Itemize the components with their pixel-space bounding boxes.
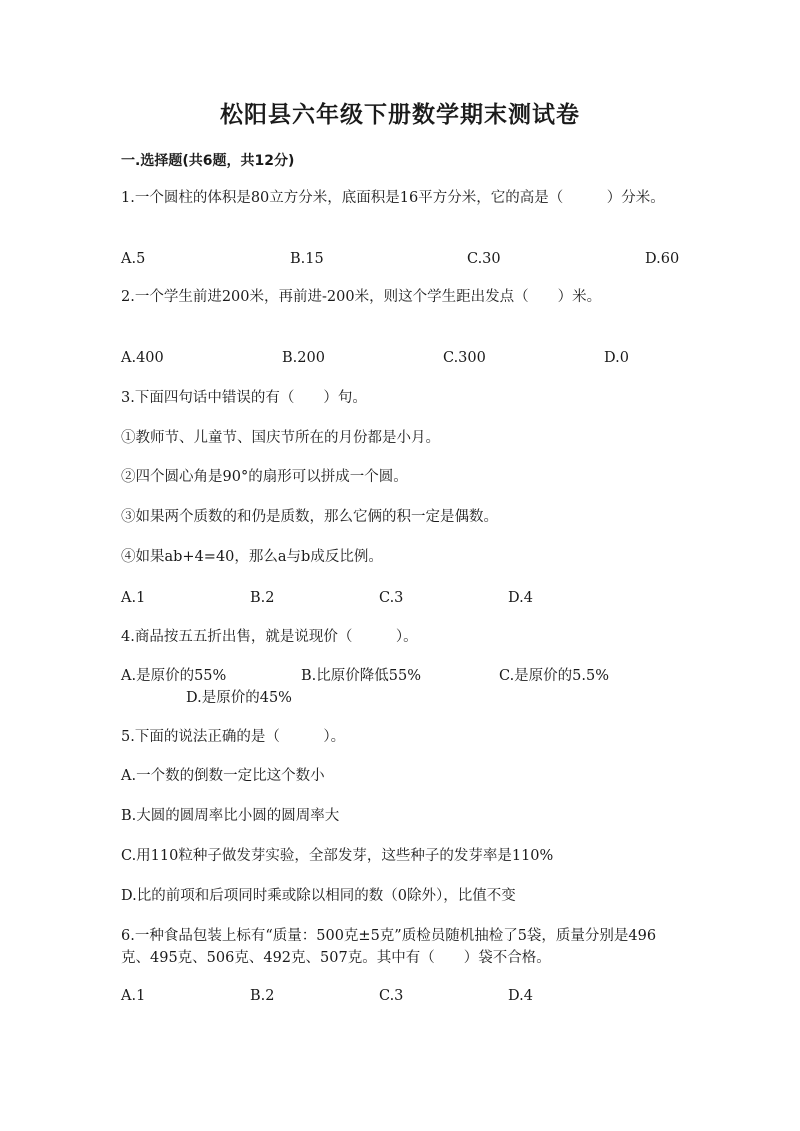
question-6-stem: 6.一种食品包装上标有“质量：500克±5克”质检员随机抽检了5袋，质量分别是496克、495克、506克、492克、507克。其中有（ ）袋不合格。: [121, 928, 657, 966]
question-6-option-a: A.1: [121, 988, 146, 1004]
question-2-option-b: B.200: [282, 350, 325, 366]
question-4-option-c: C.是原价的5.5%: [499, 668, 610, 684]
question-4-option-a: A.是原价的55%: [121, 668, 227, 684]
question-3-option-a: A.1: [121, 590, 146, 606]
page-title: 松阳县六年级下册数学期末测试卷: [220, 102, 580, 128]
question-1-option-c: C.30: [467, 251, 501, 267]
question-3-statement-1: ①教师节、儿童节、国庆节所在的月份都是小月。: [121, 430, 440, 446]
question-6-option-b: B.2: [250, 988, 275, 1004]
question-5-option-d: D.比的前项和后项同时乘或除以相同的数（0除外），比值不变: [121, 888, 516, 904]
question-5-option-c: C.用110粒种子做发芽实验，全部发芽，这些种子的发芽率是110%: [121, 848, 554, 864]
question-1-stem: 1.一个圆柱的体积是80立方分米，底面积是16平方分米，它的高是（ ）分米。: [121, 190, 665, 206]
question-3-statement-2: ②四个圆心角是90°的扇形可以拼成一个圆。: [121, 469, 408, 485]
question-1-option-d: D.60: [645, 251, 680, 267]
question-2-option-c: C.300: [443, 350, 486, 366]
question-4-option-b: B.比原价降低55%: [301, 668, 421, 684]
question-3-stem: 3.下面四句话中错误的有（ ）句。: [121, 390, 367, 406]
question-3-option-b: B.2: [250, 590, 275, 606]
section-heading: 一.选择题(共6题，共12分): [121, 153, 295, 169]
question-6-option-c: C.3: [379, 988, 404, 1004]
question-3-option-d: D.4: [508, 590, 533, 606]
question-3-statement-3: ③如果两个质数的和仍是质数，那么它俩的积一定是偶数。: [121, 509, 498, 525]
question-5-option-b: B.大圆的圆周率比小圆的圆周率大: [121, 808, 340, 824]
question-4-stem: 4.商品按五五折出售，就是说现价（ ）。: [121, 629, 418, 645]
question-3-option-c: C.3: [379, 590, 404, 606]
question-3-statement-4: ④如果ab+4=40，那么a与b成反比例。: [121, 549, 383, 565]
question-4-option-d: D.是原价的45%: [186, 690, 292, 706]
question-2-option-d: D.0: [604, 350, 629, 366]
question-5-stem: 5.下面的说法正确的是（ ）。: [121, 729, 346, 745]
question-2-stem: 2.一个学生前进200米，再前进-200米，则这个学生距出发点（ ）米。: [121, 289, 602, 305]
question-5-option-a: A.一个数的倒数一定比这个数小: [121, 768, 325, 784]
question-2-option-a: A.400: [121, 350, 164, 366]
question-6-option-d: D.4: [508, 988, 533, 1004]
question-1-option-b: B.15: [290, 251, 324, 267]
question-1-option-a: A.5: [121, 251, 146, 267]
